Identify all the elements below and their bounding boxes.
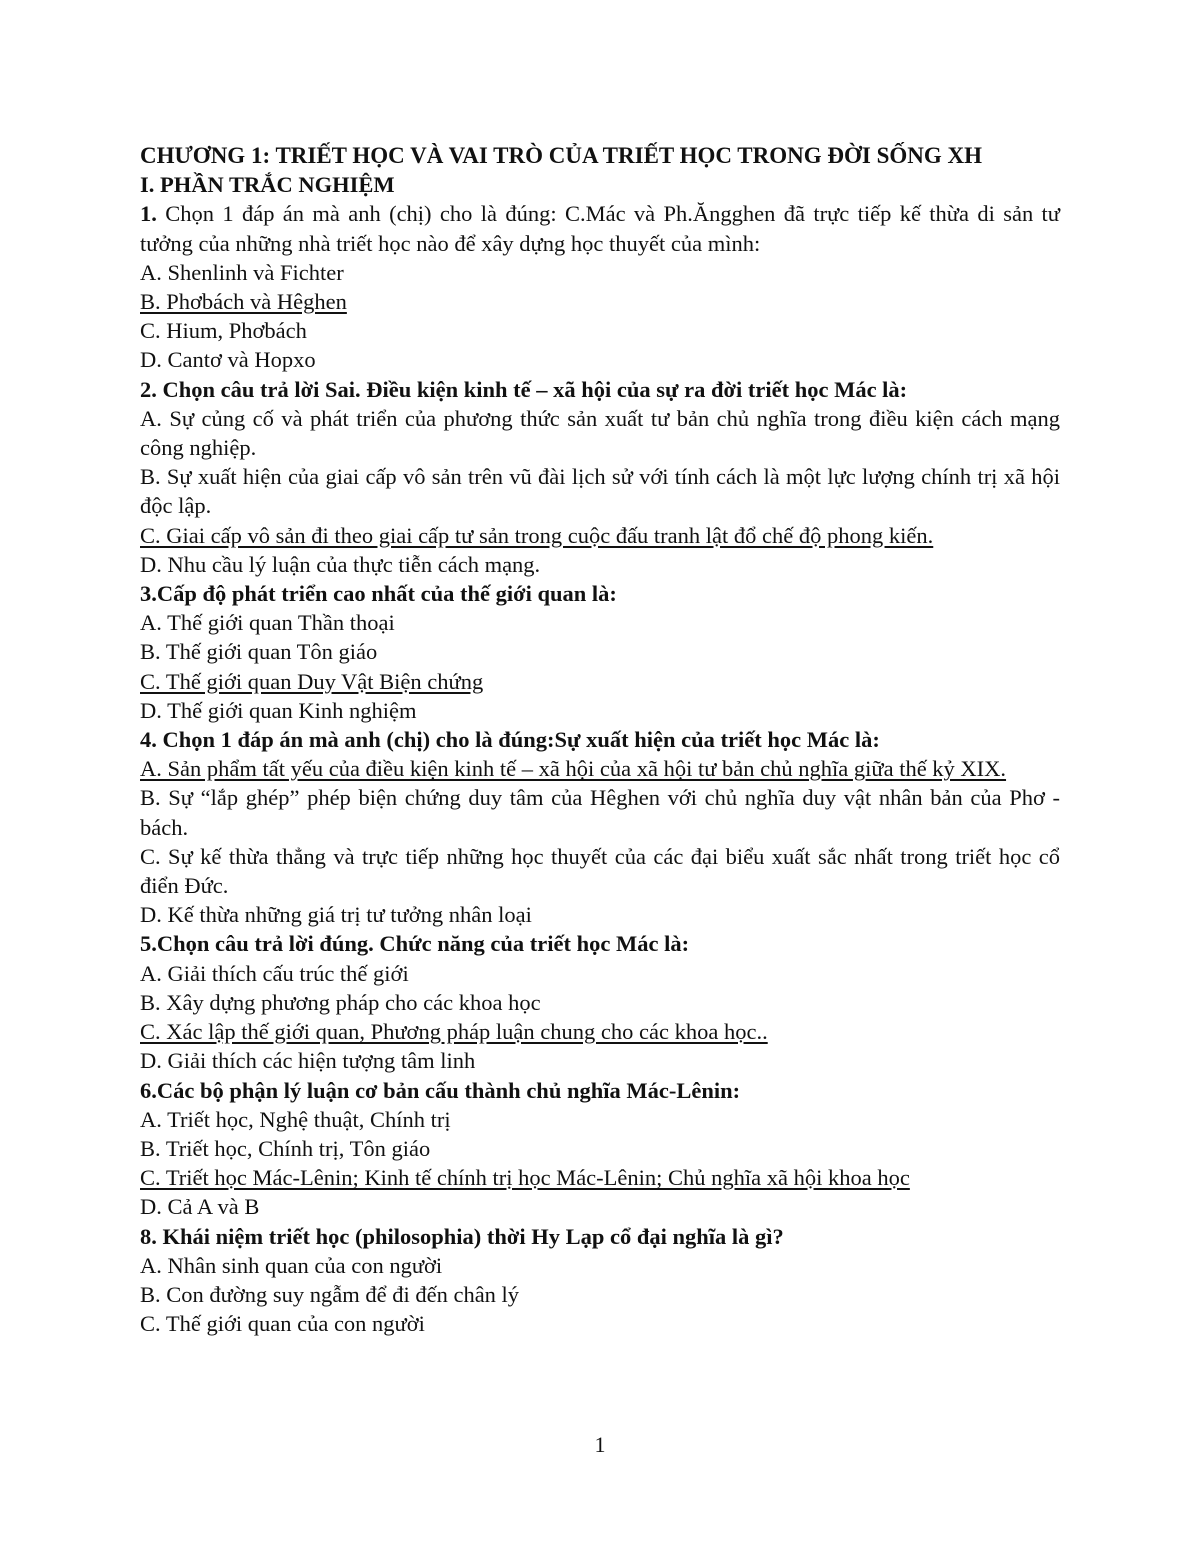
option-4c: C. Sự kế thừa thẳng và trực tiếp những học thuyết của các đại biểu xuất sắc nhất trong triết học cổ điển Đức. [140,843,1060,899]
option-1c: C. Hium, Phơbách [140,318,307,344]
page-content [140,141,1060,1338]
option-6b: B. Triết học, Chính trị, Tôn giáo [140,1135,431,1161]
option-3b: B. Thế giới quan Tôn giáo [140,639,378,665]
option-8b: B. Con đường suy ngẫm để đi đến chân lý [140,1281,520,1307]
question-2: 2. Chọn câu trả lời Sai. Điều kiện kinh tế – xã hội của sự ra đời triết học Mác là: [140,376,908,402]
question-1-text: Chọn 1 đáp án mà anh (chị) cho là đúng: C.Mác và Ph.Ăngghen đã trực tiếp kế thừa di sản tư tưởng của những nhà triết học nào để xây dựng học thuyết của mình: [140,201,1060,256]
question-5: 5.Chọn câu trả lời đúng. Chức năng của triết học Mác là: [140,931,690,957]
option-6d: D. Cả A và B [140,1194,260,1220]
option-8c: C. Thế giới quan của con người [140,1311,425,1337]
section-heading: I. PHẦN TRẮC NGHIỆM [140,172,395,198]
question-1 [140,199,1060,257]
option-5a: A. Giải thích cấu trúc thế giới [140,960,409,986]
option-4d: D. Kế thừa những giá trị tư tưởng nhân loại [140,902,532,928]
option-1a: A. Shenlinh và Fichter [140,259,344,285]
option-2a: A. Sự củng cố và phát triển của phương thức sản xuất tư bản chủ nghĩa trong điều kiện cách mạng công nghiệp. [140,405,1060,461]
question-8: 8. Khái niệm triết học (philosophia) thời Hy Lạp cổ đại nghĩa là gì? [140,1223,784,1249]
question-3: 3.Cấp độ phát triển cao nhất của thế giới quan là: [140,581,617,607]
option-2b: B. Sự xuất hiện của giai cấp vô sản trên vũ đài lịch sử với tính cách là một lực lượng chính trị xã hội độc lập. [140,464,1060,519]
option-4b: B. Sự “lắp ghép” phép biện chứng duy tâm của Hêghen với chủ nghĩa duy vật nhân bản của Phơ - bách. [140,785,1060,840]
option-5c-correct: C. Xác lập thế giới quan, Phương pháp luận chung cho các khoa học.. [140,1019,768,1045]
page-number: 1 [594,1432,606,1457]
option-3a: A. Thế giới quan Thần thoại [140,610,395,636]
option-6a: A. Triết học, Nghệ thuật, Chính trị [140,1106,451,1132]
option-6c-correct: C. Triết học Mác-Lênin; Kinh tế chính trị học Mác-Lênin; Chủ nghĩa xã hội khoa học [140,1165,910,1191]
option-2d: D. Nhu cầu lý luận của thực tiễn cách mạng. [140,551,541,577]
option-1d: D. Cantơ và Hopxo [140,347,316,373]
option-8a: A. Nhân sinh quan của con người [140,1252,443,1278]
question-1-number: 1. [140,201,157,227]
option-3c-correct: C. Thế giới quan Duy Vật Biện chứng [140,668,484,694]
option-3d: D. Thế giới quan Kinh nghiệm [140,697,417,723]
option-2c-correct: C. Giai cấp vô sản đi theo giai cấp tư sản trong cuộc đấu tranh lật đổ chế độ phong kiến. [140,522,934,548]
question-4: 4. Chọn 1 đáp án mà anh (chị) cho là đúng:Sự xuất hiện của triết học Mác là: [140,727,880,753]
chapter-title: CHƯƠNG 1: TRIẾT HỌC VÀ VAI TRÒ CỦA TRIẾT HỌC TRONG ĐỜI SỐNG XH [140,143,983,168]
option-1b-correct: B. Phơbách và Hêghen [140,289,347,315]
option-5d: D. Giải thích các hiện tượng tâm linh [140,1048,476,1074]
question-6: 6.Các bộ phận lý luận cơ bản cấu thành chủ nghĩa Mác-Lênin: [140,1077,741,1103]
option-4a-correct: A. Sản phẩm tất yếu của điều kiện kinh tế – xã hội của xã hội tư bản chủ nghĩa giữa thế kỷ XIX. [140,756,1007,782]
option-5b: B. Xây dựng phương pháp cho các khoa học [140,989,541,1015]
